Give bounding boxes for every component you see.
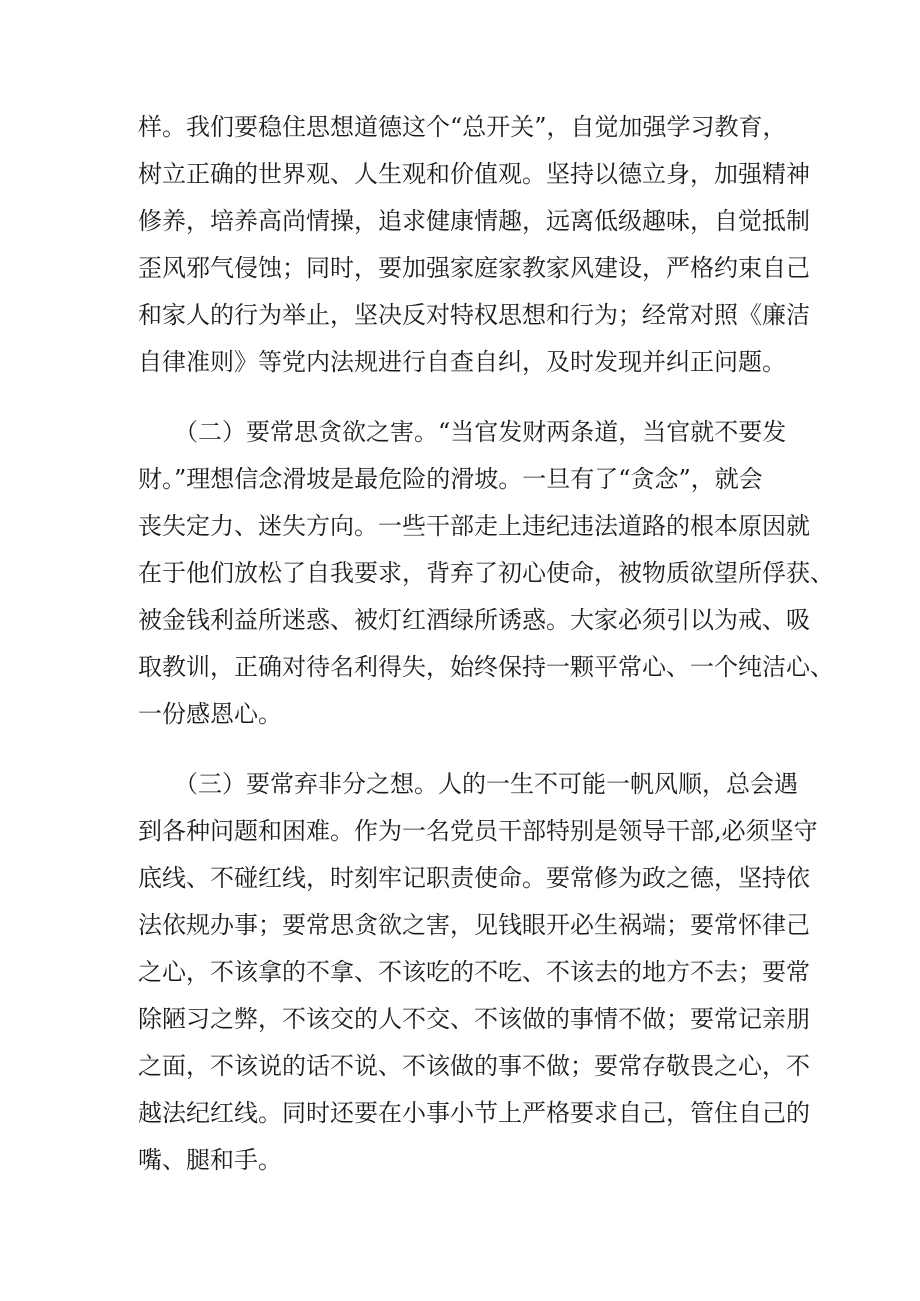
text-line: 除陋习之弊，不该交的人不交、不该做的事情不做；要常记亲朋 (138, 1005, 810, 1033)
paragraph-2 (138, 413, 834, 733)
text-line: 之心，不该拿的不拿、不该吃的不吃、不该去的地方不去；要常 (138, 958, 810, 986)
text-line: 之面，不该说的话不说、不该做的事不做；要常存敬畏之心，不 (138, 1052, 810, 1080)
text-line: 和家人的行为举止，坚决反对特权思想和行为；经常对照《廉洁 (138, 301, 810, 329)
text-line: 底线、不碰红线，时刻牢记职责使命。要常修为政之德，坚持依 (138, 864, 810, 892)
text-line: 被金钱利益所迷惑、被灯红酒绿所诱惑。大家必须引以为戒、吸 (138, 606, 810, 634)
text-line: 自律准则》等党内法规进行自查自纠，及时发现并纠正问题。 (138, 348, 786, 376)
text-line: 越法纪红线。同时还要在小事小节上严格要求自己，管住自己的 (138, 1099, 810, 1127)
text-line: （三）要常弃非分之想。人的一生不可能一帆风顺，总会遇 (138, 770, 798, 798)
text-line: 修养，培养高尚情操，追求健康情趣，远离低级趣味，自觉抵制 (138, 207, 810, 235)
text-line: 丧失定力、迷失方向。一些干部走上违纪违法道路的根本原因就 (138, 512, 810, 540)
text-line: 嘴、腿和手。 (138, 1146, 282, 1174)
text-line: 树立正确的世界观、人生观和价值观。坚持以德立身，加强精神 (138, 160, 810, 188)
paragraph-1 (138, 108, 810, 381)
text-line: 一份感恩心。 (138, 700, 282, 728)
text-line: 取教训，正确对待名利得失，始终保持一颗平常心、一个纯洁心、 (138, 653, 834, 681)
text-line: 样。我们要稳住思想道德这个“总开关”，自觉加强学习教育， (138, 113, 787, 141)
text-line: 在于他们放松了自我要求，背弃了初心使命，被物质欲望所俘获、 (138, 559, 834, 587)
text-line: 法依规办事；要常思贪欲之害，见钱眼开必生祸端；要常怀律己 (138, 911, 810, 939)
text-line: 到各种问题和困难。作为一名党员干部特别是领导干部,必须坚守 (138, 817, 818, 845)
text-line: 歪风邪气侵蚀；同时，要加强家庭家教家风建设，严格约束自己 (138, 254, 810, 282)
text-line: （二）要常思贪欲之害。“当官发财两条道，当官就不要发 (138, 418, 787, 446)
text-line: 财。”理想信念滑坡是最危险的滑坡。一旦有了“贪念”，就会 (138, 465, 763, 493)
paragraph-3 (138, 765, 818, 1179)
